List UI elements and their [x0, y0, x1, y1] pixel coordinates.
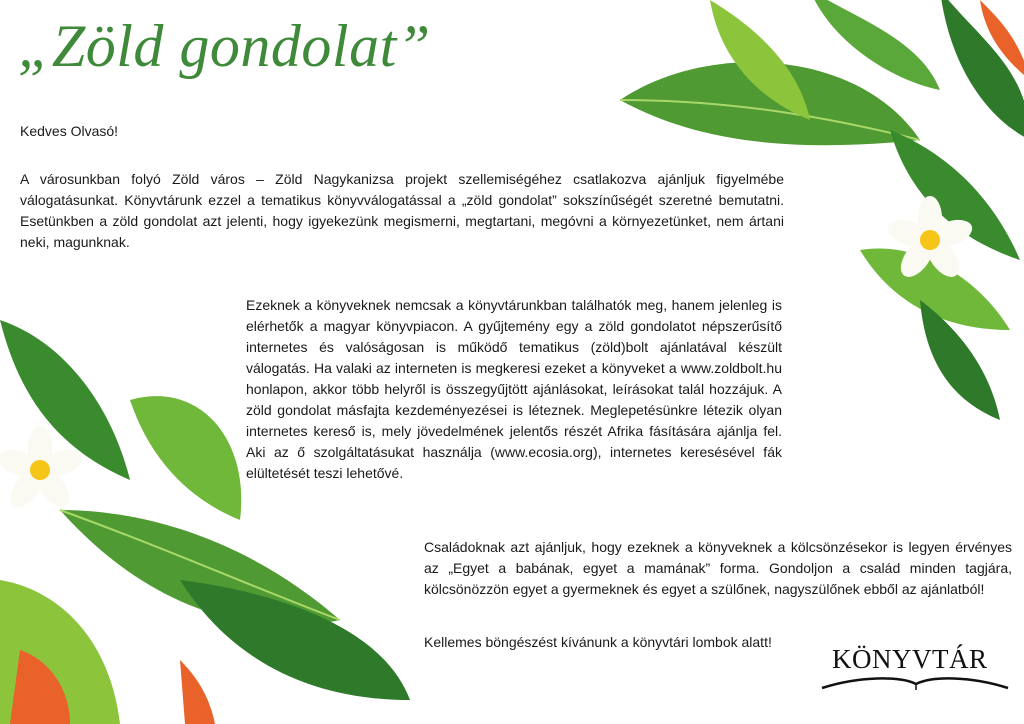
book-swoosh-icon — [820, 668, 1010, 692]
paragraph-text: Ezeknek a könyveknek nemcsak a könyvtárunkban találhatók meg, hanem jelenleg is elérhetők a magyar könyvpiacon. A gyűjtemény egy a zöld gondolatot népszerűsítő internetes és valóságosan is működő tematikus (zöld)bolt ajánlatával készült válogatás. Ha valaki az interneten is megkeresi ezeket a könyveket a www.zoldbolt.hu honlapon, akkor több helyről is összegyűjtött ajánlásokat, leírásokat talál hozzájuk. A zöld gondolat másfajta kezdeményezései is léteznek. Meglepetésünkre létezik olyan internetes kereső is, mely jövedelmének jelentős részét Afrika fásítására ajánlja fel. Aki az ő szolgáltatásukat használja (www.ecosia.org), internetes keresésével fák elültetését teszi lehetővé. — [246, 297, 782, 481]
paragraph-text: A városunkban folyó Zöld város – Zöld Nagykanizsa projekt szellemiségéhez csatlakozva ajánljuk figyelmébe válogatásunkat. Könyvtárunk ezzel a tematikus könyvválogatással a „zöld gondolat” sokszínűségét szeretné bemutatni. Esetünkben a zöld gondolat azt jelenti, hogy igyekezünk megismerni, megtartani, megóvni a környezetünket, nem ártani neki, magunknak. — [20, 171, 784, 250]
closing-line: Kellemes böngészést kívánunk a könyvtári lombok alatt! — [424, 634, 772, 650]
logo-text: KÖNYVTÁR — [832, 644, 988, 674]
plumeria-flower — [0, 426, 86, 513]
greeting: Kedves Olvasó! — [20, 123, 119, 139]
paragraph-intro — [20, 169, 784, 253]
page-title: „Zöld gondolat” — [18, 13, 431, 79]
paragraph-text: Családoknak azt ajánljuk, hogy ezeknek a könyveknek a kölcsönzésekor is legyen érvényes az „Egyet a babának, egyet a mamának” forma. Gondoljon a család minden tagjára, kölcsönözzön egyet a gyermeknek és egyet a szülőnek, nagyszülőnek ebből az ajánlatból! — [424, 539, 1012, 597]
paragraph-families — [424, 537, 1012, 600]
paragraph-availability — [246, 295, 782, 484]
plumeria-flower — [884, 196, 975, 283]
library-logo — [820, 644, 1010, 694]
